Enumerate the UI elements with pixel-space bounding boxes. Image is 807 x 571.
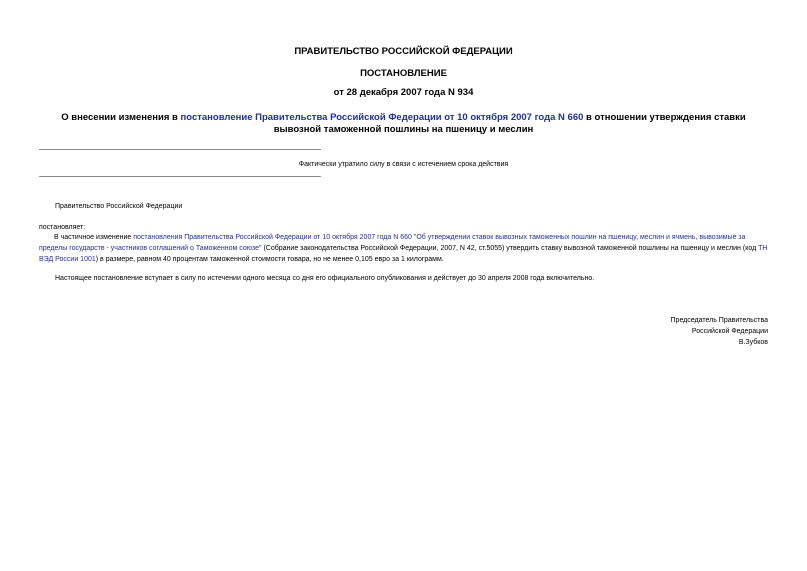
title-link-resolution-660[interactable]: постановление Правительства Российской Федерации от 10 октября 2007 года N 660 bbox=[180, 112, 584, 123]
date-number-heading: от 28 декабря 2007 года N 934 bbox=[333, 87, 474, 98]
signature-organization: Российской Федерации bbox=[691, 328, 768, 335]
para1-text-1: В частичное изменение bbox=[54, 234, 134, 241]
document-title bbox=[40, 112, 767, 136]
link-resolution-660[interactable]: постановления Правительства Российской Федерации от 10 октября 2007 года N 660 "Об утверждении ставок вывозных таможенных пошлин на пшеницу, меслин и ячмень, вывозимые за пределы государств - участников соглашений о Таможенном союзе" bbox=[39, 234, 746, 252]
link-tn-ved-1001[interactable]: ТН ВЭД России 1001 bbox=[39, 245, 768, 263]
document-type-heading: ПОСТАНОВЛЕНИЕ bbox=[360, 68, 447, 79]
paragraph-effective-date: Настоящее постановление вступает в силу по истечении одного месяца со дня его официального опубликования и действует до 30 апреля 2008 года включительно. bbox=[55, 275, 595, 282]
top-divider bbox=[39, 149, 321, 150]
title-prefix: О внесении изменения в bbox=[61, 112, 181, 123]
para1-text-3: ) в размере, равном 40 процентам таможенной стоимости товара, но не менее 0,105 евро за 1 килограмм. bbox=[95, 256, 444, 263]
signature-name: В.Зубков bbox=[738, 339, 768, 346]
paragraph-amendment bbox=[39, 232, 769, 265]
signature-title: Председатель Правительства bbox=[670, 317, 768, 324]
government-heading: ПРАВИТЕЛЬСТВО РОССИЙСКОЙ ФЕДЕРАЦИИ bbox=[294, 46, 513, 57]
para1-text-2: (Собрание законодательства Российской Федерации, 2007, N 42, ст.5055) утвердить ставку вывозной таможенной пошлины на пшеницу и меслин (код bbox=[261, 245, 759, 252]
government-line: Правительство Российской Федерации bbox=[55, 203, 183, 210]
status-notice: Фактически утратило силу в связи с истечением срока действия bbox=[298, 161, 509, 168]
title-suffix: в отношении утверждения ставки вывозной таможенной пошлины на пшеницу и меслин bbox=[273, 112, 746, 135]
resolves-line: постановляет: bbox=[39, 224, 86, 231]
bottom-divider bbox=[39, 176, 321, 177]
